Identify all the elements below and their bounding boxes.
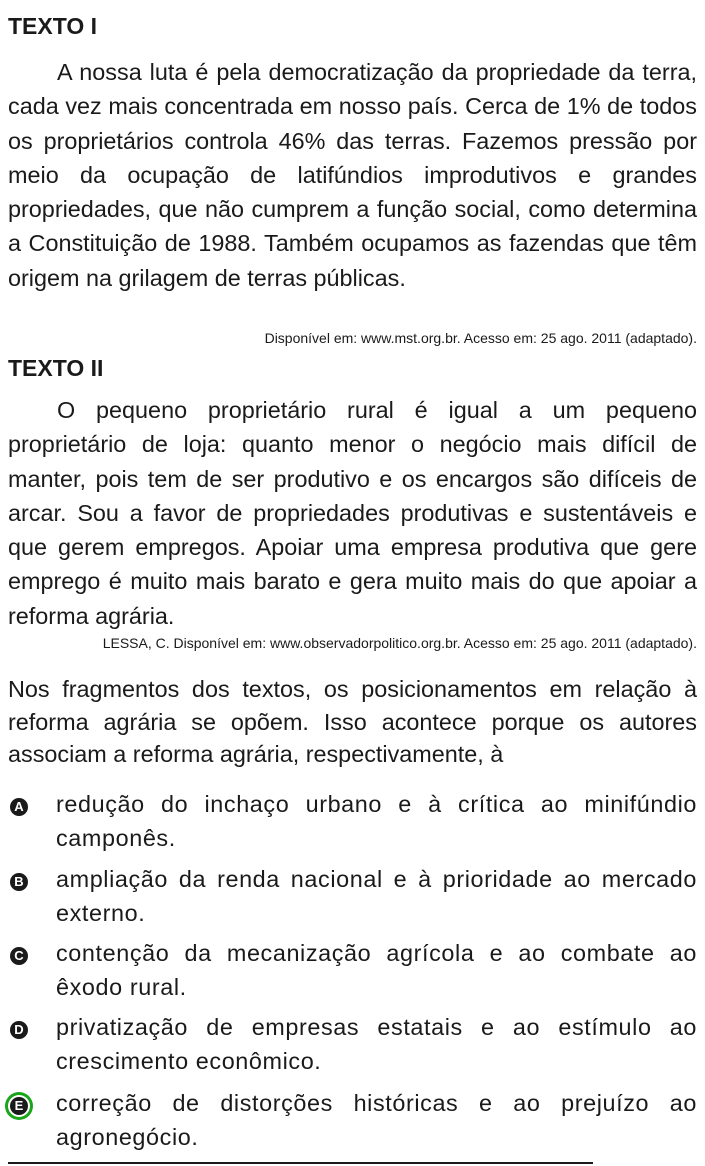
- texto-2-heading: TEXTO II: [8, 355, 104, 381]
- texto-1-paragraph: A nossa luta é pela democratização da propriedade da terra, cada vez mais concentrada em nosso país. Cerca de 1% de todos os proprietários controla 46% das terras. Fazemos pressão por meio da ocupação de latifúndios improdutivos e grandes propriedades, que não cumprem a função social, como determina a Constituição de 1988. Também ocupamos as fazendas que têm origem na grilagem de terras públicas.: [8, 59, 697, 291]
- texto-1-heading: TEXTO I: [8, 13, 98, 39]
- option-b-text: ampliação da renda nacional e à prioridade ao mercado externo.: [56, 866, 697, 926]
- option-a-letter-badge: A: [10, 798, 28, 816]
- option-c-text: contenção da mecanização agrícola e ao combate ao êxodo rural.: [56, 940, 697, 1000]
- option-d-text: privatização de empresas estatais e ao estímulo ao crescimento econômico.: [56, 1014, 697, 1074]
- option-e-letter-badge: E: [10, 1097, 28, 1115]
- texto-1-source: Disponível em: www.mst.org.br. Acesso em: 25 ago. 2011 (adaptado).: [264, 330, 697, 346]
- option-d-letter-badge: D: [10, 1021, 28, 1039]
- option-d[interactable]: [8, 1014, 697, 1087]
- option-c[interactable]: [8, 940, 697, 1013]
- option-a-text: redução do inchaço urbano e à crítica ao minifúndio camponês.: [56, 791, 697, 851]
- texto-2-source: LESSA, C. Disponível em: www.observadorpolitico.org.br. Acesso em: 25 ago. 2011 (adaptado).: [102, 635, 697, 651]
- option-e-text: correção de distorções históricas e ao prejuízo ao agronegócio.: [56, 1090, 697, 1150]
- option-c-letter-badge: C: [10, 947, 28, 965]
- texto-2-paragraph: O pequeno proprietário rural é igual a um pequeno proprietário de loja: quanto menor o negócio mais difícil de manter, pois tem de ser produtivo e os encargos são difíceis de arcar. Sou a favor de propriedades produtivas e sustentáveis e que gerem empregos. Apoiar uma empresa produtiva que gere emprego é muito mais barato e gera muito mais do que apoiar a reforma agrária.: [8, 397, 697, 629]
- bottom-divider: [8, 1162, 593, 1164]
- option-a[interactable]: [8, 791, 697, 864]
- option-b-letter-badge: B: [10, 873, 28, 891]
- option-e[interactable]: [8, 1090, 697, 1163]
- question-stem: Nos fragmentos dos textos, os posicionamentos em relação à reforma agrária se opõem. Isso acontece porque os autores associam a reforma agrária, respectivamente, à: [8, 676, 697, 767]
- option-b[interactable]: [8, 866, 697, 939]
